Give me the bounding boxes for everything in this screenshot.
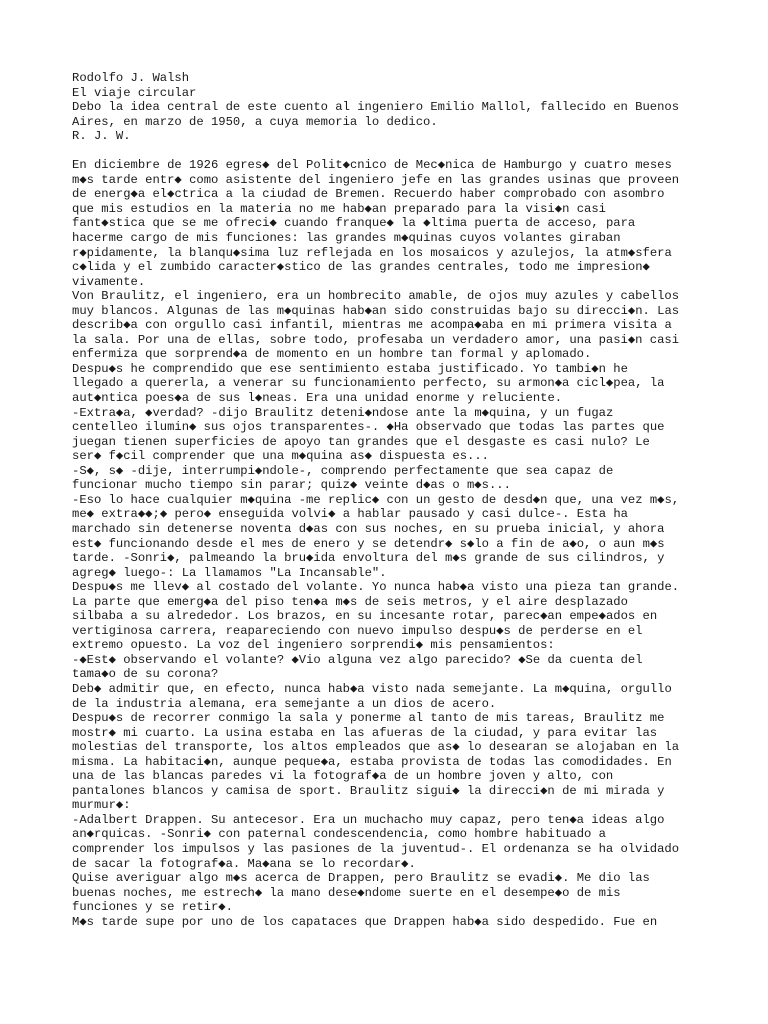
- text-line: Debo la idea central de este cuento al ingeniero Emilio Mallol, fallecido en Buenos: [72, 100, 680, 115]
- text-line: molestias del transporte, los altos empleados que as◆ lo desearan se alojaban en la: [72, 740, 680, 755]
- text-line: de la industria alemana, era semejante a un dios de acero.: [72, 696, 497, 711]
- text-line: de sacar la fotograf◆a. Ma◆ana se lo recordar◆.: [72, 856, 416, 871]
- text-line: m◆s tarde entr◆ como asistente del ingeniero jefe en las grandes usinas que proveen: [72, 172, 680, 187]
- text-line: Deb◆ admitir que, en efecto, nunca hab◆a visto nada semejante. La m◆quina, orgullo: [72, 681, 672, 696]
- text-line: centelleo ilumin◆ sus ojos transparentes-. ◆Ha observado que todas las partes que: [72, 420, 665, 435]
- text-line: est◆ funcionando desde el mes de enero y se detendr◆ s◆lo a fin de a◆o, o aun m◆s: [72, 536, 665, 551]
- text-line: tarde. -Sonri◆, palmeando la bru◆ida envoltura del m◆s grande de sus cilindros, y: [72, 551, 665, 566]
- text-line: juegan tienen superficies de apoyo tan grandes que el desgaste es casi nulo? Le: [72, 434, 650, 449]
- text-line: enfermiza que sorprend◆a de momento en un hombre tan formal y aplomado.: [72, 347, 592, 362]
- text-line: murmur◆:: [72, 798, 131, 813]
- text-line: Despu◆s me llev◆ al costado del volante. Yo nunca hab◆a visto una pieza tan grande.: [72, 580, 680, 595]
- text-line: de energ◆a el◆ctrica a la ciudad de Bremen. Recuerdo haber comprobado con asombro: [72, 187, 665, 202]
- text-line: Despu◆s he comprendido que ese sentimiento estaba justificado. Yo tambi◆n he: [72, 361, 628, 376]
- text-line: Despu◆s de recorrer conmigo la sala y ponerme al tanto de mis tareas, Braulitz me: [72, 711, 665, 726]
- text-line: c◆lida y el zumbido caracter◆stico de las grandes centrales, todo me impresion◆: [72, 260, 650, 275]
- text-line: Von Braulitz, el ingeniero, era un hombrecito amable, de ojos muy azules y cabellos: [72, 289, 680, 304]
- text-line: comprender los impulsos y las pasiones de la juventud-. El ordenanza se ha olvidado: [72, 841, 680, 856]
- text-line: Aires, en marzo de 1950, a cuya memoria lo dedico.: [72, 114, 438, 129]
- text-line: que mis estudios en la materia no me hab◆an preparado para la visi◆n casi: [72, 201, 606, 216]
- text-line: r◆pidamente, la blanqu◆sima luz reflejada en los mosaicos y azulejos, la atm◆sfera: [72, 245, 672, 260]
- document-page: [72, 71, 702, 944]
- text-line: -Adalbert Drappen. Su antecesor. Era un muchacho muy capaz, pero ten◆a ideas algo: [72, 812, 665, 827]
- text-line: -S◆, s◆ -dije, interrumpi◆ndole-, comprendo perfectamente que sea capaz de: [72, 463, 614, 478]
- text-line: Rodolfo J. Walsh: [72, 71, 190, 85]
- text-line: La parte que emerg◆a del piso ten◆a m◆s de seis metros, y el aire desplazado: [72, 594, 628, 609]
- text-line: muy blancos. Algunas de las m◆quinas hab◆an sido construidas bajo su direcci◆n. Las: [72, 303, 680, 318]
- text-line: mostr◆ mi cuarto. La usina estaba en las afueras de la ciudad, y para evitar las: [72, 725, 658, 740]
- text-line: describ◆a con orgullo casi infantil, mientras me acompa◆aba en mi primera visita a: [72, 318, 672, 333]
- text-line: fant◆stica que se me ofreci◆ cuando franque◆ la ◆ltima puerta de acceso, para: [72, 216, 636, 231]
- text-line: funcionar mucho tiempo sin parar; quiz◆ veinte d◆as o m◆s...: [72, 478, 511, 493]
- text-line: -Eso lo hace cualquier m◆quina -me replic◆ con un gesto de desd◆n que, una vez m◆s,: [72, 492, 680, 507]
- text-line: funciones y se retir◆.: [72, 900, 233, 915]
- text-line: extremo opuesto. La voz del ingeniero sorprendi◆ mis pensamientos:: [72, 638, 555, 653]
- text-line: -Extra◆a, ◆verdad? -dijo Braulitz deteni◆ndose ante la m◆quina, y un fugaz: [72, 405, 614, 420]
- text-line: misma. La habitaci◆n, aunque peque◆a, estaba provista de todas las comodidades. En: [72, 754, 672, 769]
- text-line: vivamente.: [72, 274, 146, 289]
- text-line: buenas noches, me estrech◆ la mano dese◆ndome suerte en el desempe◆o de mis: [72, 885, 621, 900]
- blank-line: [72, 144, 702, 159]
- text-line: tama◆o de su corona?: [72, 667, 219, 682]
- text-line: aut◆ntica poes◆a de sus l◆neas. Era una unidad enorme y reluciente.: [72, 391, 563, 406]
- text-line: [72, 929, 702, 944]
- text-line: agreg◆ luego-: La llamamos "La Incansable".: [72, 565, 387, 580]
- text-line: an◆rquicas. -Sonri◆ con paternal condescendencia, como hombre habituado a: [72, 827, 606, 842]
- text-line: pantalones blancos y camisa de sport. Braulitz sigui◆ la direcci◆n de mi mirada y: [72, 783, 665, 798]
- text-line: llegado a quererla, a venerar su funcionamiento perfecto, su armon◆a cicl◆pea, la: [72, 376, 665, 391]
- text-line: una de las blancas paredes vi la fotograf◆a de un hombre joven y alto, con: [72, 769, 614, 784]
- text-line: vertiginosa carrera, reapareciendo con nuevo impulso despu◆s de perderse en el: [72, 623, 643, 638]
- text-line: ser◆ f◆cil comprender que una m◆quina as◆ dispuesta es...: [72, 449, 489, 464]
- text-line: me◆ extra◆◆;◆ pero◆ enseguida volvi◆ a hablar pausado y casi dulce-. Esta ha: [72, 507, 628, 522]
- text-line: M◆s tarde supe por uno de los capataces que Drappen hab◆a sido despedido. Fue en: [72, 914, 658, 929]
- text-line: la sala. Por una de ellas, sobre todo, profesaba un verdadero amor, una pasi◆n casi: [72, 332, 680, 347]
- text-line: El viaje circular: [72, 85, 197, 100]
- text-line: -◆Est◆ observando el volante? ◆Vio alguna vez algo parecido? ◆Se da cuenta del: [72, 652, 643, 667]
- text-line: En diciembre de 1926 egres◆ del Polit◆cnico de Mec◆nica de Hamburgo y cuatro meses: [72, 158, 672, 173]
- text-line: Quise averiguar algo m◆s acerca de Drappen, pero Braulitz se evadi◆. Me dio las: [72, 871, 650, 886]
- text-line: silbaba a su alrededor. Los brazos, en su incesante rotar, parec◆an empe◆ados en: [72, 609, 658, 624]
- text-line: hacerme cargo de mis funciones: las grandes m◆quinas cuyos volantes giraban: [72, 231, 621, 246]
- text-line: marchado sin detenerse noventa d◆as con sus noches, en su prueba inicial, y ahora: [72, 521, 665, 536]
- text-line: R. J. W.: [72, 129, 131, 144]
